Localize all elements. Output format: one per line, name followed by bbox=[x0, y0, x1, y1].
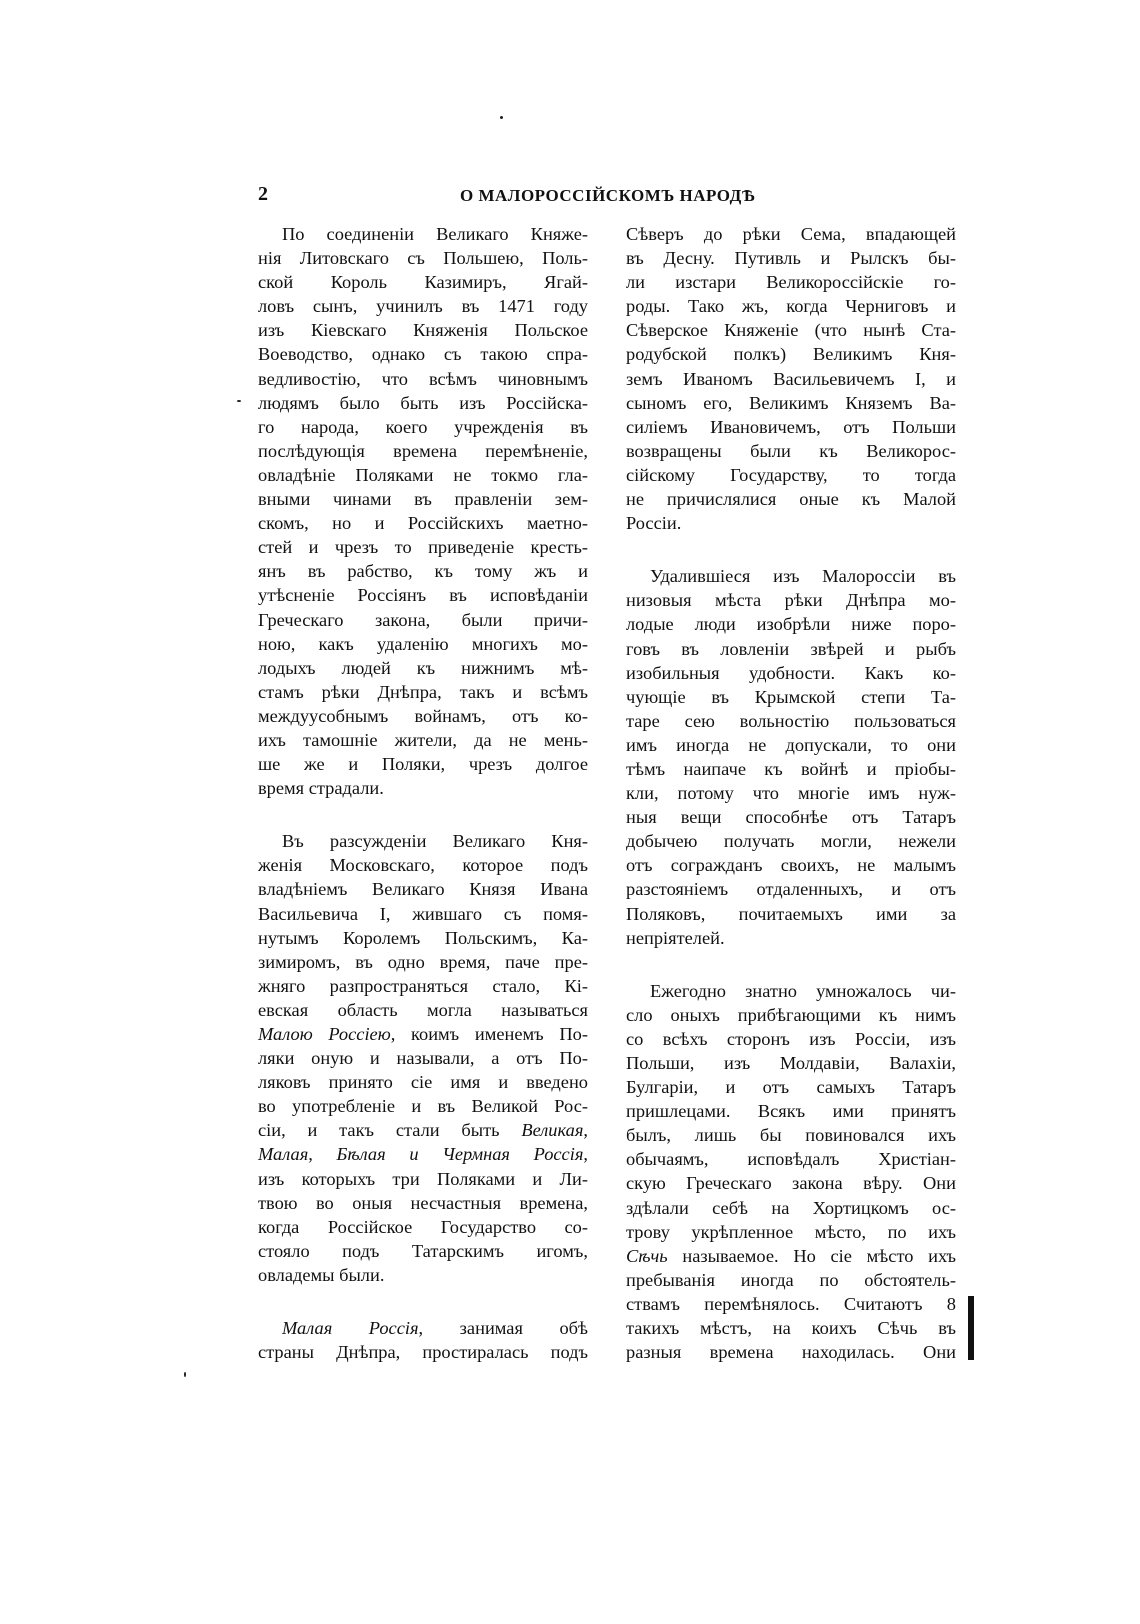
text-line: междуусобнымъ войнамъ, отъ ко- bbox=[258, 705, 588, 726]
text-line: разстояніемъ отдаленныхъ, и отъ bbox=[626, 879, 956, 900]
text-fragment: , занимая обѣ bbox=[418, 1318, 588, 1339]
text-line: добычею получать могли, нежели bbox=[626, 831, 956, 852]
text-line: ныя вещи способнѣе отъ Татаръ bbox=[626, 807, 956, 828]
text-line: Россіи. bbox=[626, 513, 682, 534]
text-line: твою во оныя несчастныя времена, bbox=[258, 1192, 588, 1213]
text-fragment: называемое. Но сіе мѣсто ихъ bbox=[667, 1245, 956, 1266]
text-line: Въ разсужденіи Великаго Кня- bbox=[282, 831, 588, 852]
text-line: здѣлали себѣ на Хортицкомъ ос- bbox=[626, 1197, 956, 1218]
text-line: пребыванія иногда по обстоятель- bbox=[626, 1269, 956, 1290]
text-line: людямъ было быть изъ Россійска- bbox=[258, 392, 588, 413]
text-line: изобильныя удобности. Какъ ко- bbox=[626, 662, 956, 683]
text-line: ше же и Поляки, чрезъ долгое bbox=[258, 754, 588, 775]
text-line: стояло подъ Татарскимъ игомъ, bbox=[258, 1240, 588, 1261]
paragraph-right-1 bbox=[626, 222, 956, 535]
text-line: ствамъ перемѣнялось. Считаютъ 8 bbox=[626, 1293, 956, 1314]
text-line: родубской полкъ) Великимъ Кня- bbox=[626, 344, 956, 365]
text-line: отъ сограждaнъ своихъ, не малымъ bbox=[626, 855, 956, 876]
text-line: Удалившіеся изъ Малороссіи въ bbox=[650, 566, 956, 587]
text-line: время страдали. bbox=[258, 778, 384, 799]
text-line: Васильевича I, жившаго съ помя- bbox=[258, 903, 588, 924]
text-line: янъ въ рабство, къ тому жъ и bbox=[258, 561, 588, 582]
text-line: владѣніемъ Великаго Князя Ивана bbox=[258, 879, 588, 900]
paragraph-left-2-end bbox=[258, 1167, 588, 1287]
text-fragment: , коимъ именемъ По- bbox=[390, 1024, 588, 1044]
speck bbox=[184, 1372, 186, 1377]
text-line: евская область могла называться bbox=[258, 999, 588, 1020]
text-line: Поляковъ, почитаемыхъ ими за bbox=[626, 903, 956, 924]
text-line bbox=[258, 1118, 588, 1142]
text-fragment: , bbox=[583, 1144, 588, 1165]
text-line: утѣсненіе Россіянъ въ исповѣданіи bbox=[258, 585, 588, 606]
left-column bbox=[258, 222, 588, 1364]
paragraph-left-2-cont bbox=[258, 1046, 588, 1118]
text-line: лодые люди изобрѣли ниже порo- bbox=[626, 614, 956, 635]
text-line: силіемъ Ивановичемъ, отъ Польши bbox=[626, 416, 956, 437]
text-line: чующіе въ Крымской степи Та- bbox=[626, 686, 956, 707]
text-line: въ Десну. Путивль и Рылскъ бы- bbox=[626, 248, 956, 269]
text-line: разныя времена находилась. Они bbox=[626, 1342, 956, 1363]
text-line: когда Россійское Государство со- bbox=[258, 1216, 588, 1237]
text-line: Сѣверское Княженіе (что нынѣ Ста- bbox=[626, 320, 956, 341]
text-line: обычаямъ, исповѣдалъ Христіан- bbox=[626, 1149, 956, 1170]
speck bbox=[237, 400, 241, 402]
italic-term: Малая, Бѣлая и Чермная Россія bbox=[258, 1144, 584, 1165]
text-line: нутымъ Королемъ Польскимъ, Ка- bbox=[258, 927, 588, 948]
text-line: сійскому Государству, то тогда bbox=[626, 464, 956, 485]
italic-term: Малою Россіею bbox=[258, 1024, 391, 1044]
text-line: кли, потому что многіе имъ нуж- bbox=[626, 783, 956, 804]
text-line: ною, какъ удаленію многихъ мо- bbox=[258, 633, 588, 654]
text-line: со всѣхъ сторонъ изъ Россіи, изъ bbox=[626, 1028, 956, 1049]
text-line: былъ, лишь бы повиновался ихъ bbox=[626, 1125, 956, 1146]
text-line: тѣмъ наипаче къ войнѣ и пріобы- bbox=[626, 758, 956, 779]
text-line: скую Греческаго закона вѣру. Они bbox=[626, 1173, 956, 1194]
text-line: го народа, коего учрежденія въ bbox=[258, 416, 588, 437]
text-line bbox=[258, 1022, 588, 1046]
text-line bbox=[258, 1316, 588, 1340]
paragraph-left-2 bbox=[258, 829, 588, 1022]
text-line: имъ иногда не допускали, то они bbox=[626, 734, 956, 755]
text-line: ляковъ принято сіе имя и введено bbox=[258, 1072, 588, 1093]
text-line: сыномъ его, Великимъ Княземъ Ва- bbox=[626, 392, 956, 413]
page-number: 2 bbox=[258, 183, 268, 205]
paragraph-left-1 bbox=[258, 222, 588, 800]
text-line: вными чинами въ правленіи зем- bbox=[258, 489, 588, 510]
text-line: сло оныхъ прибѣгающими къ нимъ bbox=[626, 1004, 956, 1025]
paragraph-right-2 bbox=[626, 564, 956, 950]
right-column bbox=[626, 222, 956, 1364]
text-line: такихъ мѣстъ, на коихъ Сѣчь въ bbox=[626, 1318, 956, 1339]
text-line: ведливостію, что всѣмъ чиновнымъ bbox=[258, 368, 588, 389]
text-line: во употребленіе и въ Великой Рос- bbox=[258, 1096, 588, 1117]
text-line: изъ которыхъ три Поляками и Ли- bbox=[258, 1168, 588, 1189]
text-line: Польши, изъ Молдавіи, Валахіи, bbox=[626, 1053, 956, 1073]
text-line: трову укрѣпленное мѣсто, по ихъ bbox=[626, 1221, 956, 1242]
text-line: скомъ, но и Россійскихъ маетно- bbox=[258, 513, 588, 534]
text-line: послѣдующія времена перемѣненіе, bbox=[258, 440, 588, 461]
text-line: низовыя мѣста рѣки Днѣпра мо- bbox=[626, 590, 956, 611]
text-line: Сѣверъ до рѣки Сема, впадающей bbox=[626, 224, 956, 244]
text-fragment: , bbox=[583, 1120, 588, 1141]
text-line: возвращены были къ Великорос- bbox=[626, 440, 956, 461]
text-line: овладемы были. bbox=[258, 1264, 385, 1285]
text-line: стамъ рѣки Днѣпра, такъ и всѣмъ bbox=[258, 681, 588, 702]
text-line: ляки оную и называли, а отъ По- bbox=[258, 1048, 588, 1069]
text-line: стей и чрезъ то приведеніе кресть- bbox=[258, 537, 588, 558]
text-line: таре сею вольностію пользоваться bbox=[626, 710, 956, 731]
paragraph-right-3 bbox=[626, 979, 956, 1244]
text-line: жняго разпространяться стало, Кі- bbox=[258, 975, 588, 996]
text-line: изъ Кіевскаго Княженія Польское bbox=[258, 320, 588, 341]
text-line: ской Король Казимиръ, Ягай- bbox=[258, 272, 588, 293]
text-line: земъ Иваномъ Васильевичемъ I, и bbox=[626, 368, 956, 389]
text-line: страны Днѣпра, простиралась подъ bbox=[258, 1342, 588, 1363]
text-line: непріятелей. bbox=[626, 927, 725, 948]
italic-term: Сѣчь bbox=[626, 1245, 668, 1266]
text-line: Воеводство, однако съ такою спра- bbox=[258, 344, 588, 365]
text-line bbox=[626, 1244, 956, 1268]
italic-term: Малая Россія bbox=[282, 1318, 419, 1339]
text-line: лодыхъ людей къ нижнимъ мѣ- bbox=[258, 657, 588, 678]
text-line: говъ въ ловленіи звѣрей и рыбъ bbox=[626, 638, 956, 659]
text-line: ловъ сынъ, учинилъ въ 1471 году bbox=[258, 296, 588, 317]
margin-bar bbox=[968, 1296, 974, 1360]
text-line: зимиромъ, въ одно время, паче пре- bbox=[258, 951, 588, 972]
text-fragment: сіи, и такъ стали быть bbox=[258, 1120, 522, 1141]
text-line bbox=[258, 1142, 588, 1166]
text-line: овладѣніе Поляками не токмо гла- bbox=[258, 464, 588, 485]
speck bbox=[500, 116, 503, 119]
text-line: Ежегодно знатно умножалось чи- bbox=[650, 980, 956, 1001]
text-line: женія Московскаго, которое подъ bbox=[258, 855, 588, 876]
text-line: По соединеніи Великаго Княже- bbox=[282, 224, 588, 244]
paragraph-right-3-end bbox=[626, 1268, 956, 1364]
text-line: Булгаріи, и отъ самыхъ Татаръ bbox=[626, 1077, 956, 1098]
text-line: не причислялися оные къ Малой bbox=[626, 489, 956, 510]
paragraph-left-3 bbox=[258, 1340, 588, 1364]
text-line: пришлецами. Всякъ ими принятъ bbox=[626, 1101, 956, 1122]
text-line: Греческаго закона, были причи- bbox=[258, 609, 588, 630]
running-head: О МАЛОРОССІЙСКОМЪ НАРОДѢ bbox=[460, 186, 756, 205]
text-line: нія Литовскаго съ Польшею, Поль- bbox=[258, 248, 588, 269]
text-line: роды. Тако жъ, когда Черниговъ и bbox=[626, 296, 956, 317]
italic-term: Великая bbox=[521, 1120, 584, 1141]
text-line: ли изстари Великороссійскіе го- bbox=[626, 272, 956, 293]
text-line: ихъ тамошніе жители, да не мень- bbox=[258, 729, 588, 750]
